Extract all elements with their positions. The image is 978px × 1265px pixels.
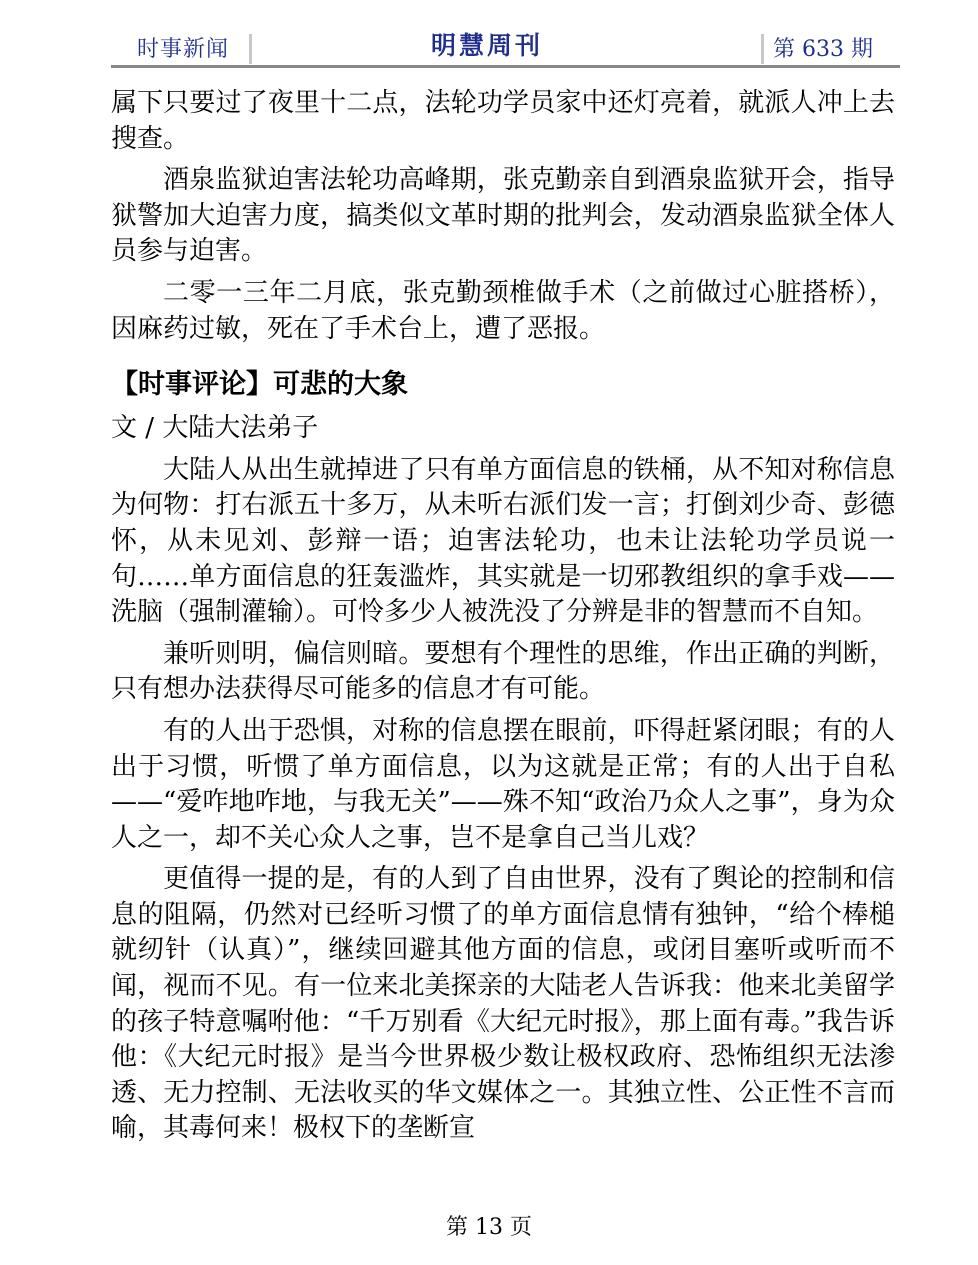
article-title: 【时事评论】可悲的大象 <box>111 369 408 401</box>
header-separator <box>761 34 764 64</box>
paragraph: 酒泉监狱迫害法轮功高峰期，张克勤亲自到酒泉监狱开会，指导狱警加大迫害力度，搞类似文革时期的批判会，发动酒泉监狱全体人员参与迫害。 <box>111 165 895 267</box>
paragraph: 兼听则明，偏信则暗。要想有个理性的思维，作出正确的判断，只有想办法获得尽可能多的信息才有可能。 <box>111 638 895 705</box>
paragraph: 二零一三年二月底，张克勤颈椎做手术（之前做过心脏搭桥），因麻药过敏，死在了手术台上，遭了恶报。 <box>111 277 895 344</box>
page-header <box>111 22 900 66</box>
paragraph: 大陆人从出生就掉进了只有单方面信息的铁桶，从不知对称信息为何物：打右派五十多万，从未听右派们发一言；打倒刘少奇、彭德怀，从未见刘、彭辩一语；迫害法轮功，也未让法轮功学员说一句……单方面信息的狂轰滥炸，其实就是一切邪教组织的拿手戏——洗脑（强制灌输）。可怜多少人被洗没了分辨是非的智慧而不自知。 <box>111 454 895 628</box>
section-name: 时事新闻 <box>137 37 230 62</box>
page-number: 第 13 页 <box>446 1215 532 1240</box>
magazine-title: 明慧周刊 <box>431 31 544 60</box>
issue-number: 第 633 期 <box>773 37 873 62</box>
paragraph: 更值得一提的是，有的人到了自由世界，没有了舆论的控制和信息的阻隔，仍然对已经听习惯了的单方面信息情有独钟，“给个棒槌就纫针（认真）”，继续回避其他方面的信息，或闭目塞听或听而不闻，视而不见。有一位来北美探亲的大陆老人告诉我：他来北美留学的孩子特意嘱咐他：“千万别看《大纪元时报》，那上面有毒。”我告诉他：《大纪元时报》是当今世界极少数让极权政府、恐怖组织无法渗透、无力控制、无法收买的华文媒体之一。其独立性、公正性不言而喻，其毒何来！极权下的垄断宣 <box>111 864 895 1144</box>
paragraph: 属下只要过了夜里十二点，法轮功学员家中还灯亮着，就派人冲上去搜查。 <box>111 88 895 154</box>
header-separator <box>249 34 252 64</box>
article-byline: 文 / 大陆大法弟子 <box>111 413 319 444</box>
header-rule <box>111 65 900 68</box>
paragraph: 有的人出于恐惧，对称的信息摆在眼前，吓得赶紧闭眼；有的人出于习惯，听惯了单方面信息，以为这就是正常；有的人出于自私——“爱咋地咋地，与我无关”——殊不知“政治乃众人之事”，身为众人之一，却不关心众人之事，岂不是拿自己当儿戏？ <box>111 715 895 853</box>
page-content <box>111 86 895 1147</box>
